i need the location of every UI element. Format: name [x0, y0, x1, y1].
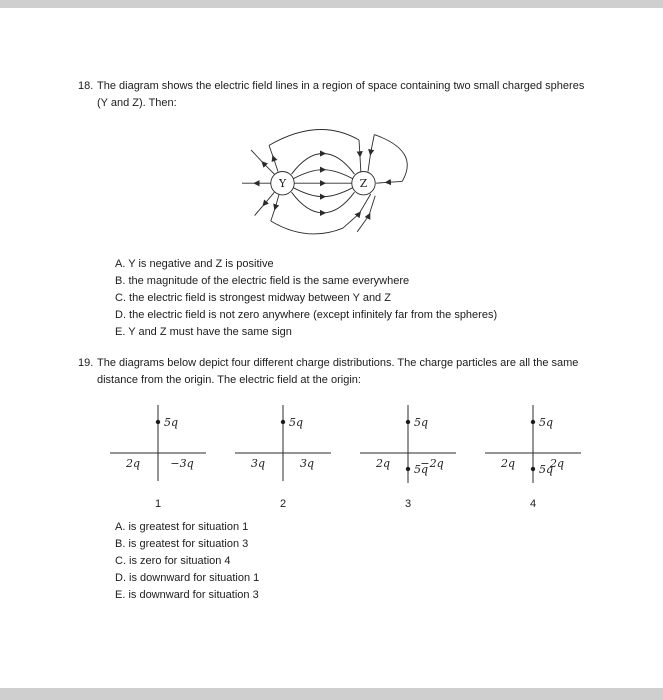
answer-option: A. is greatest for situation 1 [115, 521, 249, 533]
adjacent-page-edge-top [0, 0, 663, 8]
question-19-text [97, 355, 623, 389]
charge-diagram-4 [483, 403, 583, 511]
top-charge-dot [156, 420, 160, 424]
question-18-number: 18. [78, 80, 94, 92]
question-19-text-line-1: The diagrams below depict four different charge distributions. The charge particles are all the same [97, 357, 579, 369]
top-charge-label: 5q [539, 416, 554, 429]
top-charge-label: 5q [164, 416, 179, 429]
field-lines-svg [206, 122, 431, 248]
left-charge-label: 2q [125, 457, 141, 470]
top-charge-dot [281, 420, 285, 424]
diagram-number: 3 [404, 498, 412, 510]
question-18-text-line-1: The diagram shows the electric field lines in a region of space containing two small charged spheres [97, 80, 585, 92]
question-18-text-line-2: (Y and Z). Then: [97, 97, 177, 109]
charge-diagram-2 [233, 403, 333, 511]
diagram-number: 4 [529, 498, 537, 510]
answer-option: C. the electric field is strongest midway between Y and Z [115, 292, 391, 304]
left-charge-label: 2q [500, 457, 516, 470]
charge-diagram-2-svg [233, 403, 333, 495]
charge-diagram-4-svg [483, 403, 583, 495]
field-lines [242, 130, 407, 234]
charge-diagram-3-svg [358, 403, 458, 495]
charge-diagram-1-svg [108, 403, 208, 495]
answer-option: B. is greatest for situation 3 [115, 538, 249, 550]
top-charge-label: 5q [414, 416, 429, 429]
answer-option: D. the electric field is not zero anywhere (except infinitely far from the spheres) [115, 309, 498, 321]
question-18-text [97, 78, 623, 112]
diagram-number: 2 [279, 498, 287, 510]
left-charge-label: 2q [375, 457, 391, 470]
answer-option: A. Y is negative and Z is positive [115, 258, 274, 270]
document-page [0, 8, 663, 688]
right-charge-label: 3q [299, 457, 315, 470]
question-18 [78, 78, 623, 341]
answer-option: C. is zero for situation 4 [115, 555, 231, 567]
right-charge-label: −3q [170, 457, 194, 470]
sphere-y-label: Y [278, 176, 287, 190]
answer-option: B. the magnitude of the electric field is the same everywhere [115, 275, 410, 287]
sphere-z-label: Z [359, 176, 368, 190]
top-charge-dot [406, 420, 410, 424]
answer-option: E. is downward for situation 3 [115, 589, 259, 601]
top-charge-label: 5q [289, 416, 304, 429]
charge-diagram-1 [108, 403, 208, 511]
bottom-charge-dot [406, 467, 410, 471]
diagram-number: 1 [154, 498, 162, 510]
question-19-options [115, 519, 623, 604]
question-19 [78, 355, 623, 604]
bottom-charge-label: 5q [539, 463, 554, 476]
right-charge-label: −2q [420, 457, 444, 470]
charge-diagram-3 [358, 403, 458, 511]
top-charge-dot [531, 420, 535, 424]
question-19-text-line-2: distance from the origin. The electric field at the origin: [97, 374, 361, 386]
left-charge-label: 3q [250, 457, 266, 470]
bottom-charge-label: 5q [414, 463, 429, 476]
question-19-number: 19. [78, 357, 94, 369]
adjacent-page-edge-bottom [0, 688, 663, 700]
electric-field-diagram [206, 122, 623, 248]
charge-distribution-diagrams [108, 403, 623, 511]
answer-option: E. Y and Z must have the same sign [115, 326, 292, 338]
question-18-options [115, 256, 623, 341]
right-charge-label: 2q [549, 457, 565, 470]
bottom-charge-dot [531, 467, 535, 471]
answer-option: D. is downward for situation 1 [115, 572, 260, 584]
